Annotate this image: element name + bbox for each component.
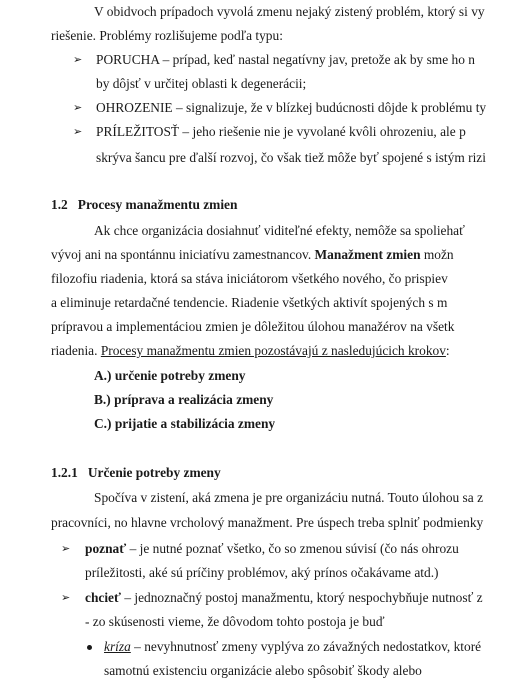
section-heading-1-2-1: 1.2.1 Určenie potreby zmeny bbox=[51, 465, 221, 480]
problem-type-porucha-cont: by dôjsť v určitej oblasti k degenerácii; bbox=[96, 76, 307, 91]
sub-item-kriza-cont: samotnú existenciu organizácie alebo spôsobiť škody alebo bbox=[104, 663, 422, 678]
round-bullet-icon bbox=[87, 645, 92, 650]
paragraph-line: riadenia. Procesy manažmentu zmien pozostávajú z nasledujúcich krokov: bbox=[51, 343, 450, 358]
paragraph-line: pracovníci, no hlavne vrcholový manažment. Pre úspech treba splniť podmienky bbox=[51, 515, 484, 530]
paragraph-line: prípravou a implementáciou zmien je dôležitou úlohou manažérov na všetk bbox=[51, 319, 455, 334]
sub-item-kriza: kríza – nevyhnutnosť zmeny vyplýva zo závažných nedostatkov, ktoré bbox=[104, 639, 482, 654]
condition-item-poznat-cont: príležitosti, aké sú príčiny problémov, aký prínos očakávame atd.) bbox=[85, 565, 439, 580]
step-item: B.) príprava a realizácia zmeny bbox=[94, 392, 274, 407]
paragraph-line: a eliminuje retardačné tendencie. Riadenie všetkých aktivít spojených s m bbox=[51, 295, 448, 310]
paragraph-line: Spočíva v zistení, aká zmena je pre organizáciu nutná. Touto úlohou sa z bbox=[94, 490, 484, 505]
condition-item-chciet-cont: - zo skúsenosti vieme, že dôvodom tohto postoja je buď bbox=[85, 614, 385, 629]
problem-type-prilezitost: PRÍLEŽITOSŤ – jeho riešenie nie je vyvolané kvôli ohrozeniu, ale p bbox=[96, 124, 466, 139]
arrow-bullet-icon: ➢ bbox=[73, 53, 83, 66]
intro-line-1: V obidvoch prípadoch vyvolá zmenu nejaký zistený problém, ktorý si vy bbox=[94, 4, 485, 19]
condition-item-poznat: poznať – je nutné poznať všetko, čo so zmenou súvisí (čo nás ohrozu bbox=[85, 541, 459, 556]
problem-type-porucha: PORUCHA – prípad, keď nastal negatívny jav, pretože ak by sme ho n bbox=[96, 52, 475, 67]
step-item: A.) určenie potreby zmeny bbox=[94, 368, 246, 383]
intro-line-2: riešenie. Problémy rozlišujeme podľa typu: bbox=[51, 28, 283, 43]
problem-type-ohrozenie: OHROZENIE – signalizuje, že v blízkej budúcnosti dôjde k problému ty bbox=[96, 100, 487, 115]
paragraph-line: vývoj ani na spontánnu iniciatívu zamestnancov. Manažment zmien možn bbox=[51, 247, 454, 262]
arrow-bullet-icon: ➢ bbox=[61, 591, 71, 604]
arrow-bullet-icon: ➢ bbox=[61, 542, 71, 555]
problem-type-prilezitost-cont: skrýva šancu pre ďalší rozvoj, čo však tiež môže byť spojené s istým rizi bbox=[96, 150, 486, 165]
section-heading-1-2: 1.2 Procesy manažmentu zmien bbox=[51, 197, 238, 212]
step-item: C.) prijatie a stabilizácia zmeny bbox=[94, 416, 276, 431]
paragraph-line: Ak chce organizácia dosiahnuť viditeľné efekty, nemôže sa spoliehať bbox=[94, 223, 465, 238]
arrow-bullet-icon: ➢ bbox=[73, 125, 83, 138]
arrow-bullet-icon: ➢ bbox=[73, 101, 83, 114]
paragraph-line: filozofiu riadenia, ktorá sa stáva iniciátorom všetkého nového, čo prispiev bbox=[51, 271, 448, 286]
condition-item-chciet: chcieť – jednoznačný postoj manažmentu, ktorý nespochybňuje nutnosť z bbox=[85, 590, 483, 605]
